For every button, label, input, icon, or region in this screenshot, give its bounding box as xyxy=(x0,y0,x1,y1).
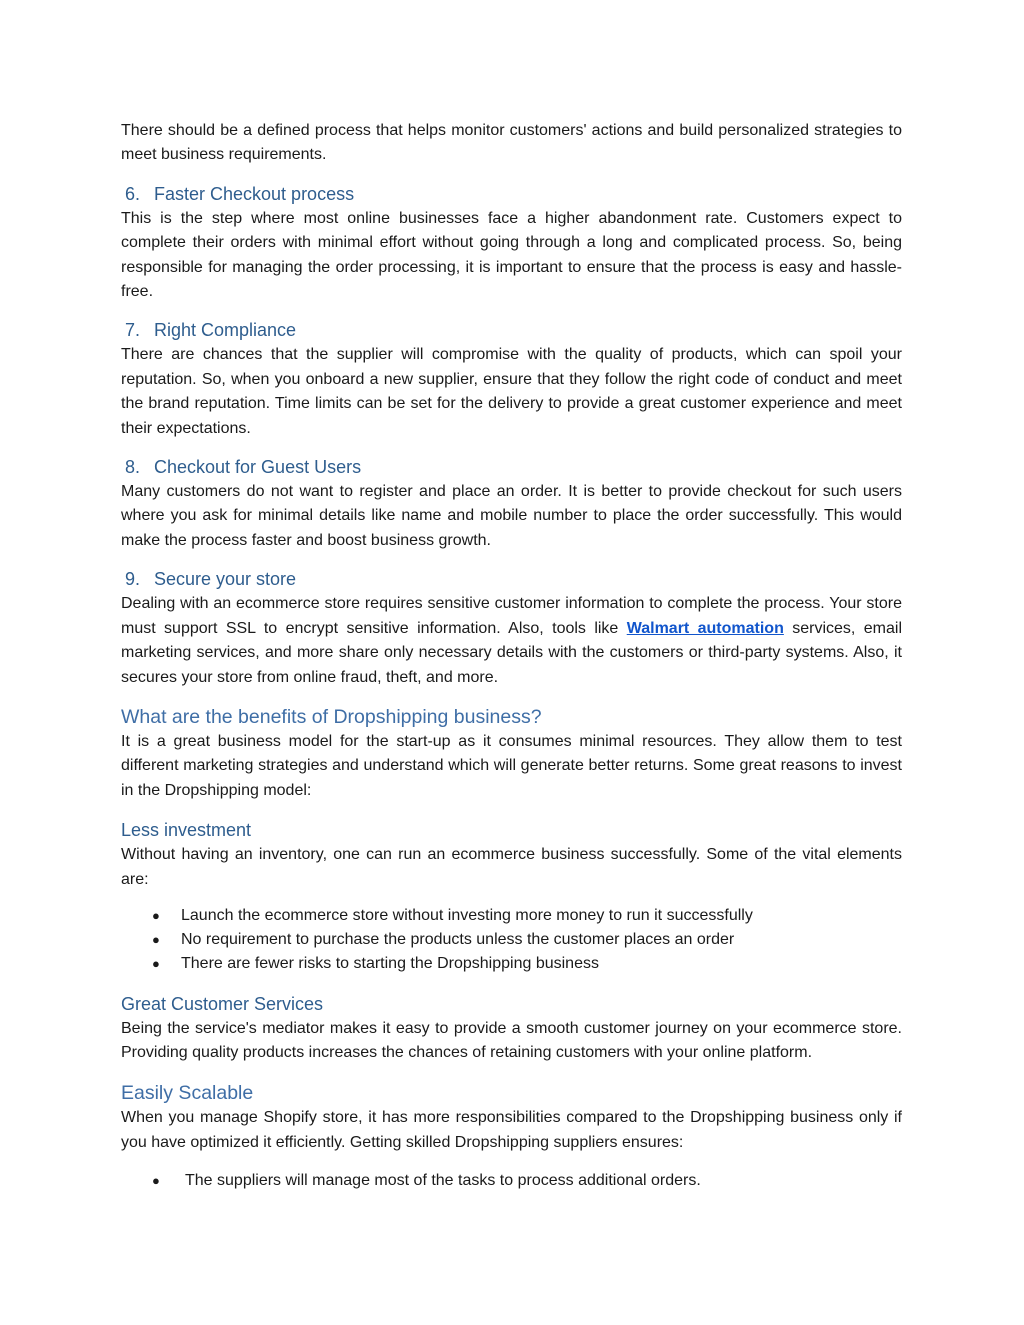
text-before-link: Dealing with an ecommerce store requires sensitive customer information to complete the process. Your store must support SSL to encrypt sensitive information. Also, tools like xyxy=(121,595,902,637)
paragraph-easily-scalable: When you manage Shopify store, it has more responsibilities compared to the Dropshipping business only if you have optimized it efficiently. Getting skilled Dropshipping suppliers ensures: xyxy=(121,1109,902,1151)
paragraph-guest-checkout: Many customers do not want to register and place an order. It is better to provide checkout for such users where you ask for minimal details like name and mobile number to place the order successfully. This would make the process faster and boost business growth. xyxy=(121,483,902,549)
heading-number: 9. xyxy=(125,569,141,590)
heading-title: Faster Checkout process xyxy=(154,183,355,204)
paragraph-faster-checkout: This is the step where most online businesses face a higher abandonment rate. Customers expect to complete their orders with minimal effort without going through a long and complicated process. So, being responsible for managing the order processing, it is important to ensure that the process is easy and hassle-free. xyxy=(121,209,902,301)
text-after-link: services, email marketing services, and more share only necessary details with the customers or third-party systems. Also, it secures your store from online fraud, theft, and more. xyxy=(121,619,902,686)
list-item-text: There are fewer risks to starting the Dropshipping business xyxy=(181,955,599,973)
walmart-automation-link[interactable]: Walmart automation xyxy=(626,619,784,637)
paragraph-right-compliance: There are chances that the supplier will compromise with the quality of products, which can spoil your reputation. So, when you onboard a new supplier, ensure that they follow the right code of conduct and meet the brand reputation. Time limits can be set for the delivery to provide a great customer experience and meet their expectations. xyxy=(121,346,902,437)
heading-number: 6. xyxy=(125,183,141,204)
heading-number: 8. xyxy=(125,457,141,478)
heading-faster-checkout xyxy=(121,182,902,206)
heading-right-compliance xyxy=(121,318,902,342)
paragraph-customer-services: Being the service's mediator makes it easy to provide a smooth customer journey on your ecommerce store. Providing quality products increases the chances of retaining customers with your online platform. xyxy=(121,1019,902,1061)
list-item xyxy=(121,904,902,928)
heading-number: 7. xyxy=(125,320,141,341)
heading-guest-checkout xyxy=(121,455,902,479)
heading-secure-store xyxy=(121,567,902,591)
heading-easily-scalable: Easily Scalable xyxy=(121,1082,254,1105)
list-item-text: Launch the ecommerce store without investing more money to run it successfully xyxy=(181,906,753,924)
bullet-icon: ● xyxy=(152,956,160,972)
heading-title: Secure your store xyxy=(154,569,297,590)
list-item xyxy=(121,928,902,952)
paragraph-benefits: It is a great business model for the start-up as it consumes minimal resources. They allow them to test different marketing strategies and understand which will generate better returns. Some great reasons to invest in the Dropshipping model: xyxy=(121,732,902,799)
bullet-icon: ● xyxy=(152,932,160,948)
document-page xyxy=(121,119,902,1193)
heading-title: Right Compliance xyxy=(154,320,297,341)
heading-title: Checkout for Guest Users xyxy=(154,457,362,478)
list-item xyxy=(121,952,902,976)
paragraph-secure-store xyxy=(121,592,902,690)
bullet-icon: ● xyxy=(152,907,160,923)
bullet-icon: ● xyxy=(152,1173,160,1189)
paragraph-less-investment: Without having an inventory, one can run an ecommerce business successfully. Some of the vital elements are: xyxy=(121,846,902,888)
list-item-text: The suppliers will manage most of the tasks to process additional orders. xyxy=(185,1172,701,1190)
heading-customer-services: Great Customer Services xyxy=(121,993,324,1014)
list-item xyxy=(121,1169,902,1193)
intro-paragraph: There should be a defined process that helps monitor customers' actions and build personalized strategies to meet business requirements. xyxy=(121,122,902,164)
heading-less-investment: Less investment xyxy=(121,820,252,841)
less-investment-list xyxy=(121,904,902,977)
list-item-text: No requirement to purchase the products unless the customer places an order xyxy=(181,931,735,949)
heading-benefits: What are the benefits of Dropshipping business? xyxy=(121,705,542,728)
scalable-list xyxy=(121,1169,902,1193)
